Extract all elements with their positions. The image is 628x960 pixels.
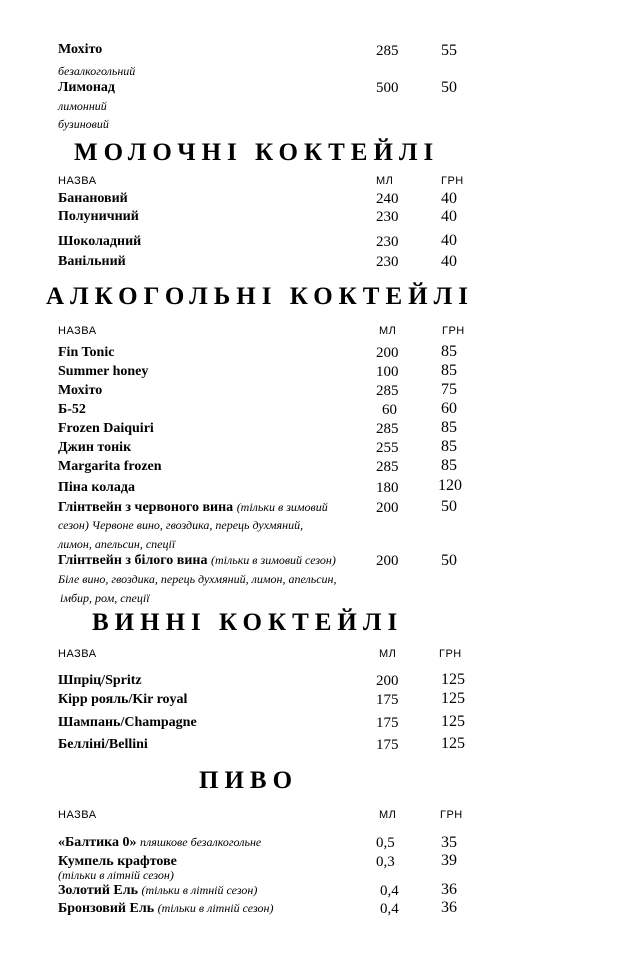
item-note: (тільки в зимовий [236,500,328,514]
column-header-name: НАЗВА [58,175,97,187]
item-price: 85 [441,362,457,379]
item-ml: 285 [376,383,399,399]
item-ml: 0,5 [376,835,395,851]
item-ml: 0,4 [380,883,399,899]
item-ml: 175 [376,692,399,708]
item-note: (тільки в літній сезон) [58,868,174,882]
item-ml: 175 [376,715,399,731]
item-price: 125 [441,713,465,730]
column-header-ml: МЛ [376,175,394,187]
column-header-price: ГРН [442,325,465,337]
item-ml: 0,4 [380,901,399,917]
item-name: Fin Tonic [58,345,115,360]
item-ml: 240 [376,191,399,207]
item-name: Банановий [58,191,128,206]
column-header-ml: МЛ [379,325,397,337]
item-price: 40 [441,253,457,270]
item-ml: 285 [376,43,399,59]
item-ml: 230 [376,209,399,225]
item-name: Кумпель крафтове [58,854,177,869]
item-note: (тільки в літній сезон) [157,901,274,915]
item-name [58,883,257,899]
item-price: 75 [441,381,457,398]
column-header-price: ГРН [440,809,463,821]
column-header-name: НАЗВА [58,648,97,660]
item-description: Біле вино, гвоздика, перець духмяний, лимон, апельсин, [58,572,337,586]
item-price: 85 [441,438,457,455]
item-name: Піна колада [58,480,135,495]
item-ml: 200 [376,553,399,569]
item-name: Мохіто [58,383,103,398]
item-name: Полуничний [58,209,139,224]
item-price: 40 [441,232,457,249]
section-title-beer: ПИВО [199,767,299,794]
item-price: 85 [441,419,457,436]
item-price: 85 [441,457,457,474]
item-name-text: «Балтика 0» [58,835,137,850]
item-price: 35 [441,834,457,851]
item-name [58,500,328,516]
item-name: Белліні/Bellini [58,737,148,752]
item-price: 40 [441,190,457,207]
item-subtitle: бузиновий [58,117,109,131]
item-name: Шампань/Champagne [58,715,197,730]
item-name-text: Золотий Ель [58,883,138,898]
item-name: Джин тонік [58,440,132,455]
section-title-wine: ВИННІ КОКТЕЙЛІ [92,609,404,636]
item-ml: 200 [376,345,399,361]
item-name: Summer honey [58,364,149,379]
item-price: 36 [441,881,457,898]
item-price: 125 [441,735,465,752]
column-header-ml: МЛ [379,809,397,821]
item-description: імбир, ром, спеції [60,591,150,605]
item-subtitle: лимонний [58,99,107,113]
item-name: Б-52 [58,402,86,417]
item-description: сезон) Червоне вино, гвоздика, перець духмяний, [58,518,304,532]
item-note: (тільки в зимовий сезон) [211,553,336,567]
item-subtitle: безалкогольний [58,64,136,78]
item-price: 50 [441,552,457,569]
item-name [58,901,273,917]
item-name [58,835,261,851]
item-ml: 230 [376,254,399,270]
item-name: Шпріц/Spritz [58,673,142,688]
item-name: Кірр рояль/Kir royal [58,692,188,707]
item-price: 125 [441,690,465,707]
item-price: 120 [438,477,462,494]
item-ml: 60 [382,402,397,418]
item-ml: 175 [376,737,399,753]
column-header-price: ГРН [439,648,462,660]
item-ml: 285 [376,421,399,437]
item-name-text: Бронзовий Ель [58,901,155,916]
item-ml: 0,3 [376,854,395,870]
item-ml: 100 [376,364,399,380]
item-ml: 285 [376,459,399,475]
item-price: 60 [441,400,457,417]
item-ml: 180 [376,480,399,496]
item-name: Лимонад [58,80,115,95]
section-title-milk: МОЛОЧНІ КОКТЕЙЛІ [74,139,440,166]
item-ml: 200 [376,500,399,516]
item-price: 85 [441,343,457,360]
item-name: Ванільний [58,254,126,269]
item-description: лимон, апельсин, спеції [58,537,176,551]
item-ml: 500 [376,80,399,96]
section-title-alcohol: АЛКОГОЛЬНІ КОКТЕЙЛІ [46,283,474,310]
item-name: Frozen Daiquiri [58,421,154,436]
column-header-name: НАЗВА [58,809,97,821]
item-name: Шоколадний [58,234,142,249]
item-price: 36 [441,899,457,916]
item-name: Мохіто [58,42,103,57]
item-name [58,553,336,569]
item-price: 40 [441,208,457,225]
item-note: (тільки в літній сезон) [141,883,258,897]
item-ml: 200 [376,673,399,689]
item-price: 50 [441,498,457,515]
item-price: 55 [441,42,457,59]
item-name-text: Глінтвейн з білого вина [58,553,208,568]
item-ml: 255 [376,440,399,456]
item-price: 50 [441,79,457,96]
item-price: 39 [441,852,457,869]
column-header-name: НАЗВА [58,325,97,337]
item-price: 125 [441,671,465,688]
item-name: Margarita frozen [58,459,162,474]
item-note: пляшкове безалкогольне [140,835,262,849]
item-ml: 230 [376,234,399,250]
column-header-price: ГРН [441,175,464,187]
column-header-ml: МЛ [379,648,397,660]
item-name-text: Глінтвейн з червоного вина [58,500,234,515]
